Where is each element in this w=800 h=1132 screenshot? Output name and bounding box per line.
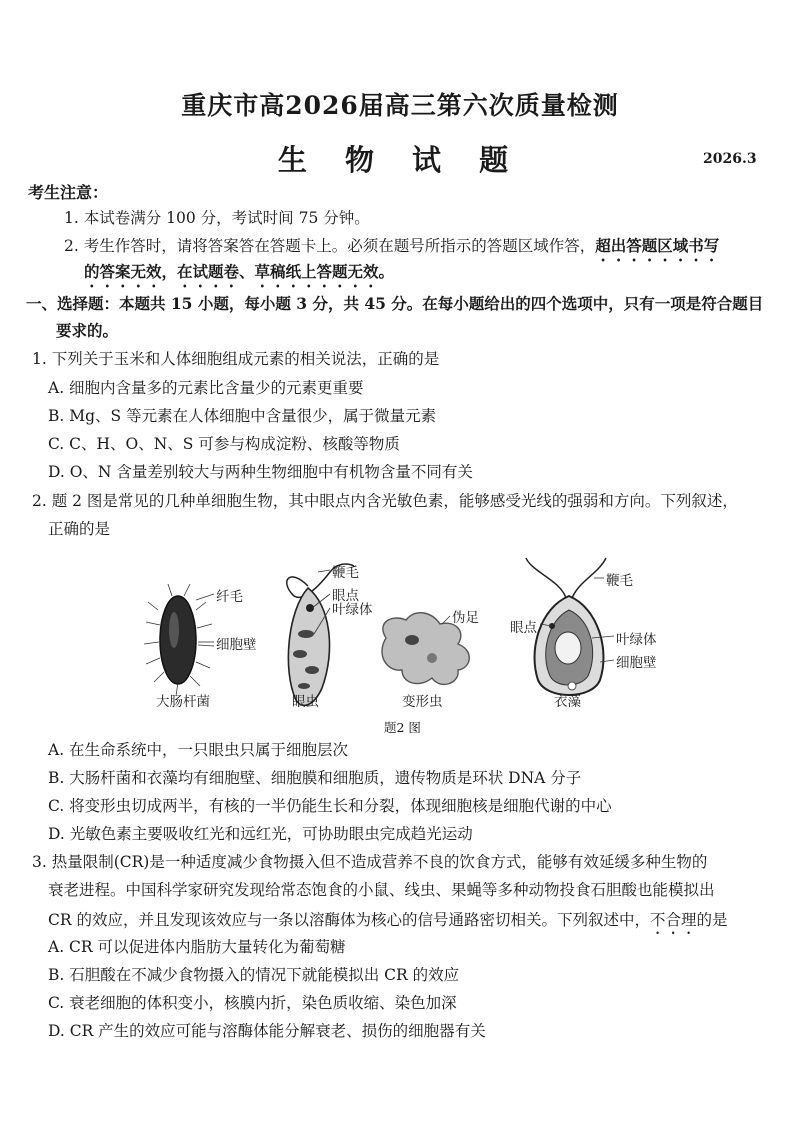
question-3-option-a: A. CR 可以促进体内脂肪大量转化为葡萄糖 bbox=[48, 938, 346, 956]
label-euglena-chloroplast: 叶绿体 bbox=[332, 602, 373, 618]
name-euglena: 眼虫 bbox=[292, 694, 319, 710]
label-ecoli-cilia: 纤毛 bbox=[216, 589, 243, 605]
exam-title: 重庆市高2026届高三第六次质量检测 bbox=[181, 91, 619, 120]
question-2-option-d: D. 光敏色素主要吸收红光和远红光，可协助眼虫完成趋光运动 bbox=[48, 825, 473, 843]
chlamydomonas-drawing bbox=[526, 558, 606, 695]
question-2-option-b: B. 大肠杆菌和衣藻均有细胞壁、细胞膜和细胞质，遗传物质是环状 DNA 分子 bbox=[48, 769, 582, 787]
exam-date: 2026.3 bbox=[703, 151, 757, 167]
label-euglena-flagellum: 鞭毛 bbox=[332, 565, 359, 581]
question-3-emphasis: 不合理 bbox=[649, 911, 697, 929]
question-3-stem: 3. 热量限制(CR)是一种适度减少食物摄入但不造成营养不良的饮食方式，能够有效延缓多种生物的 bbox=[32, 853, 708, 871]
question-3-stem-text: CR 的效应，并且发现该效应与一条以溶酶体为核心的信号通路密切相关。下列叙述中， bbox=[48, 911, 650, 929]
question-1-option-c: C. C、H、O、N、S 可参与构成淀粉、核酸等物质 bbox=[48, 435, 400, 453]
question-2-stem-cont: 正确的是 bbox=[48, 520, 111, 538]
question-3-stem-cont-1: 衰老进程。中国科学家研究发现给常态饱食的小鼠、线虫、果蝇等多种动物投食石胆酸也能模拟出 bbox=[48, 881, 715, 899]
label-amoeba-pseudopod: 伪足 bbox=[452, 610, 479, 626]
notice-item-2-emphasis: 超出答题区域书写 bbox=[595, 236, 720, 255]
figure-caption: 题2 图 bbox=[384, 720, 421, 735]
question-1-stem: 1. 下列关于玉米和人体细胞组成元素的相关说法，正确的是 bbox=[32, 350, 440, 368]
question-3-option-c: C. 衰老细胞的体积变小，核膜内折，染色质收缩、染色加深 bbox=[48, 994, 457, 1012]
question-3-option-b: B. 石胆酸在不减少食物摄入的情况下就能模拟出 CR 的效应 bbox=[48, 966, 460, 984]
label-ecoli-wall: 细胞壁 bbox=[216, 637, 257, 653]
notice-item-1: 1. 本试卷满分 100 分，考试时间 75 分钟。 bbox=[64, 209, 370, 227]
figure-2 bbox=[140, 550, 680, 750]
question-2-option-a: A. 在生命系统中，一只眼虫只属于细胞层次 bbox=[48, 741, 349, 759]
label-euglena-eyespot: 眼点 bbox=[332, 588, 359, 604]
label-chlamy-wall: 细胞壁 bbox=[616, 655, 657, 671]
notice-item-2-cont: 的答案无效，在试题卷、草稿纸上答题无效。 bbox=[84, 262, 395, 281]
notice-heading: 考生注意： bbox=[28, 183, 109, 202]
name-ecoli: 大肠杆菌 bbox=[156, 694, 210, 710]
label-chlamy-flagellum: 鞭毛 bbox=[606, 573, 633, 589]
name-chlamydomonas: 衣藻 bbox=[554, 694, 581, 710]
question-3-option-d: D. CR 产生的效应可能与溶酶体能分解衰老、损伤的细胞器有关 bbox=[48, 1022, 486, 1040]
label-chlamy-chloroplast: 叶绿体 bbox=[616, 632, 657, 648]
question-3-stem-cont-2 bbox=[48, 911, 728, 938]
question-1-option-d: D. O、N 含量差别较大与两种生物细胞中有机物含量不同有关 bbox=[48, 463, 473, 481]
notice-item-2-text: 2. 考生作答时，请将答案答在答题卡上。必须在题号所指示的答题区域作答， bbox=[64, 237, 596, 255]
section-heading-cont: 要求的。 bbox=[56, 321, 119, 340]
notice-item-2 bbox=[64, 236, 719, 265]
question-2-stem: 2. 题 2 图是常见的几种单细胞生物，其中眼点内含光敏色素，能够感受光线的强弱和方向。下列叙述， bbox=[32, 492, 738, 510]
ecoli-drawing bbox=[144, 584, 214, 696]
question-2-option-c: C. 将变形虫切成两半，有核的一半仍能生长和分裂，体现细胞核是细胞代谢的中心 bbox=[48, 797, 612, 815]
question-3-stem-end: 的是 bbox=[696, 911, 728, 929]
label-chlamy-eyespot: 眼点 bbox=[510, 620, 537, 636]
name-amoeba: 变形虫 bbox=[402, 694, 443, 710]
question-1-option-b: B. Mg、S 等元素在人体细胞中含量很少，属于微量元素 bbox=[48, 407, 437, 425]
subject-title: 生 物 试 题 bbox=[277, 143, 523, 177]
question-1-option-a: A. 细胞内含量多的元素比含量少的元素更重要 bbox=[48, 379, 364, 397]
section-heading: 一、选择题：本题共 15 小题，每小题 3 分，共 45 分。在每小题给出的四个选项中，只有一项是符合题目 bbox=[26, 294, 764, 313]
